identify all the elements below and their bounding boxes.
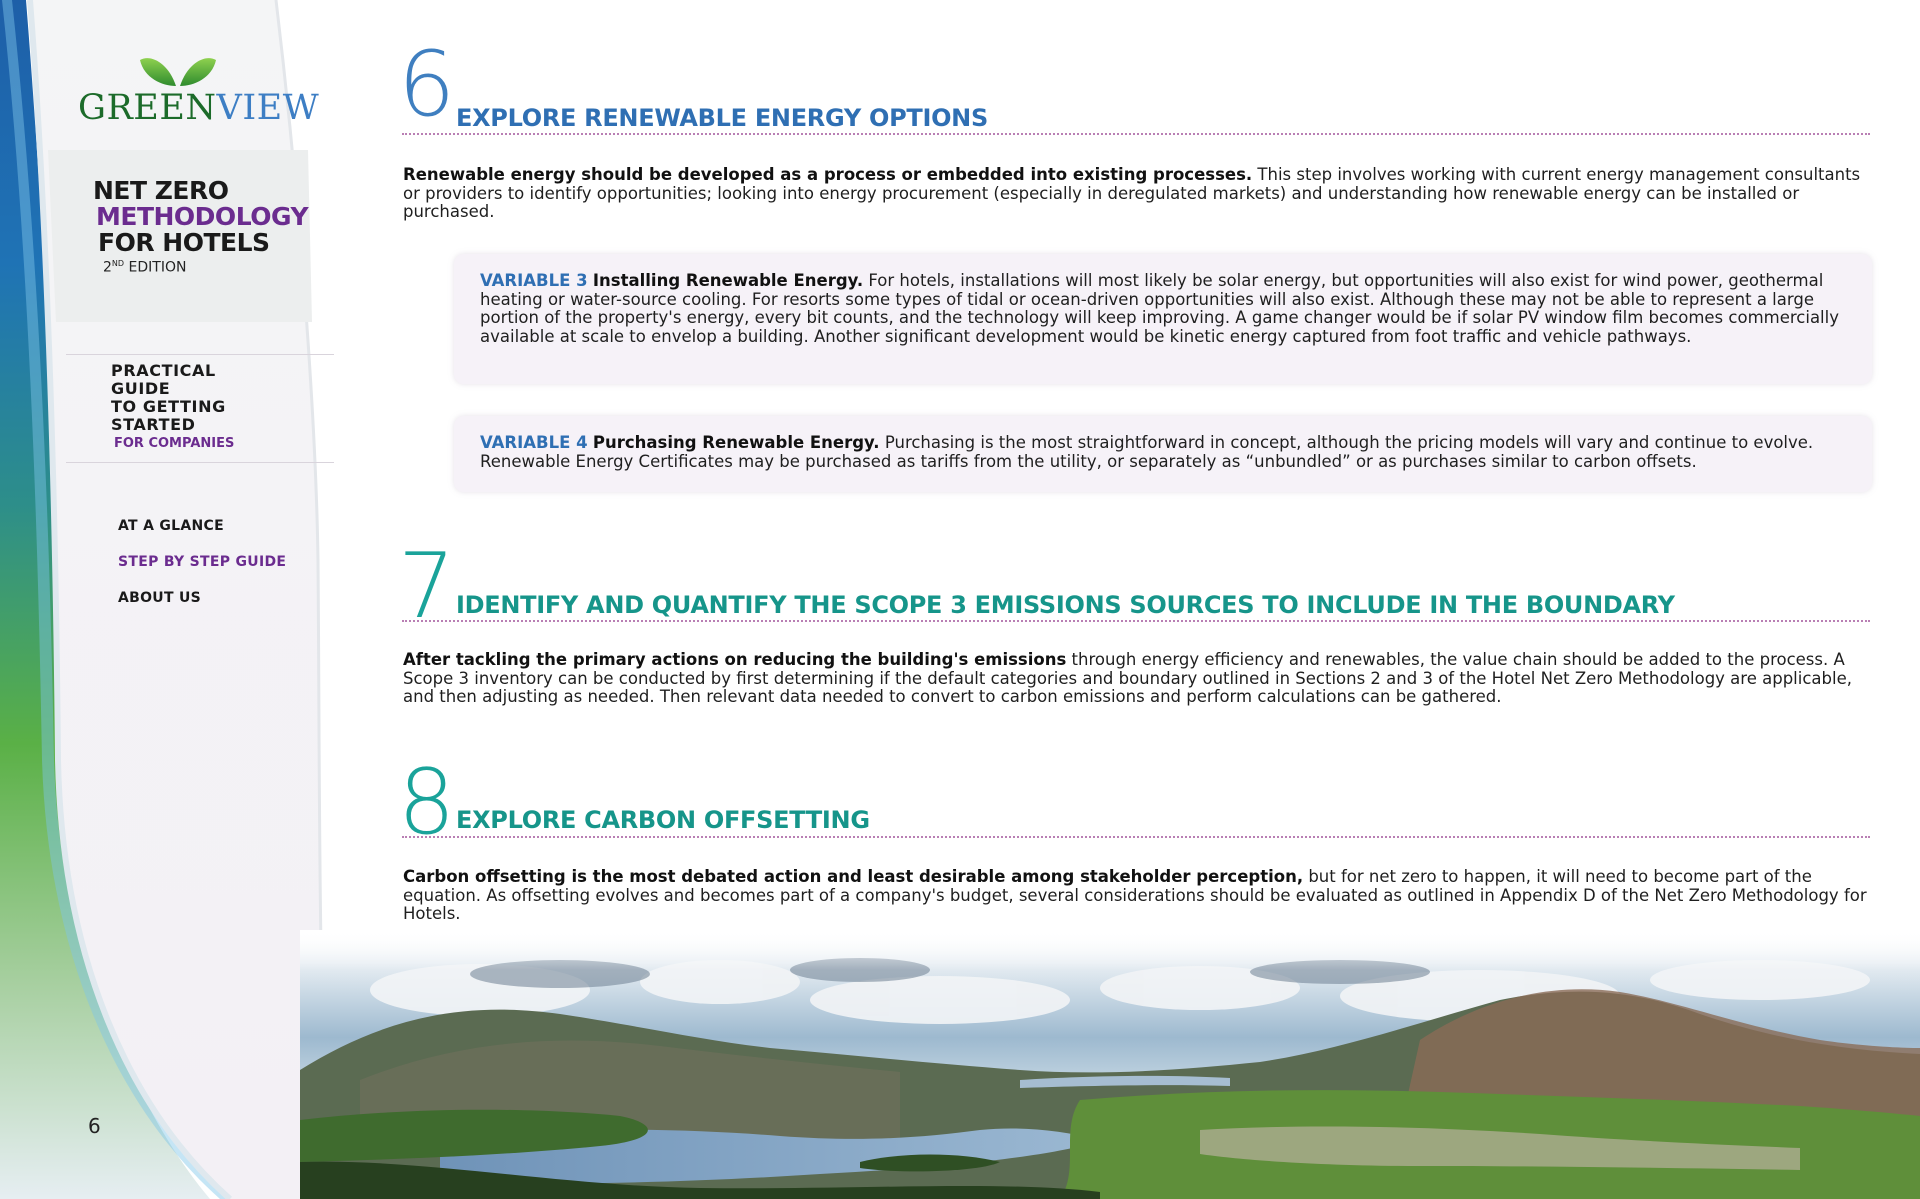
leaf-icon [138, 52, 218, 88]
step-number-6: 6 [398, 32, 456, 137]
step-6-heading: EXPLORE RENEWABLE ENERGY OPTIONS [456, 104, 988, 132]
heading-rule [402, 836, 1870, 838]
heading-rule [402, 620, 1870, 622]
guide-title [110, 362, 234, 453]
greenview-logo [78, 52, 320, 128]
step-6-intro: Renewable energy should be developed as a process or embedded into existing processes. This step involves working with current energy management consultants or providers to identify opportunities; looking into energy procurement (especially in deregulated markets) and understanding how renewable energy can be installed or purchased. [403, 165, 1861, 221]
sidebar-divider [66, 354, 334, 355]
sidebar [0, 0, 340, 1199]
guide-line-3: TO GETTING [111, 397, 226, 416]
step-7-heading: IDENTIFY AND QUANTIFY THE SCOPE 3 EMISSIONS SOURCES TO INCLUDE IN THE BOUNDARY [456, 591, 1675, 619]
document-title [93, 178, 308, 256]
variable-4-text: VARIABLE 4 Purchasing Renewable Energy. Purchasing is the most straightforward in concept, although the pricing models will vary and continue to evolve. Renewable Energy Certificates may be purchased as tariffs from the utility, or separately as “unbundled” or as purchases similar to carbon offsets. [480, 433, 1814, 471]
guide-subtitle: FOR COMPANIES [114, 436, 235, 451]
step-number-7: 7 [398, 534, 456, 639]
heading-rule [402, 133, 1870, 135]
landscape-photo [300, 930, 1920, 1199]
nav-step-by-step-guide[interactable]: STEP BY STEP GUIDE [118, 554, 287, 570]
nav-at-a-glance[interactable]: AT A GLANCE [118, 518, 224, 534]
step-number-8: 8 [398, 750, 456, 855]
title-line-1: NET ZERO [93, 176, 229, 205]
title-line-2: METHODOLOGY [96, 202, 309, 231]
page-number: 6 [88, 1114, 101, 1138]
sidebar-divider [66, 462, 334, 463]
step-8-heading: EXPLORE CARBON OFFSETTING [456, 806, 870, 834]
guide-line-2: GUIDE [111, 379, 171, 398]
variable-3-text: VARIABLE 3 Installing Renewable Energy. For hotels, installations will most likely be solar energy, but opportunities will also exist for wind power, geothermal heating or water-source cooling. For resorts some types of tidal or ocean-driven opportunities will also exist. Although these may not be able to represent a large portion of the property's energy, every bit counts, and the technology will keep improving. A game changer would be if solar PV window film becomes commercially available at scale to envelop a building. Another significant development would be kinetic energy captured from foot traffic and vehicle pathways. [480, 271, 1839, 346]
title-line-3: FOR HOTELS [98, 228, 270, 257]
guide-line-1: PRACTICAL [111, 361, 216, 380]
step-7-intro: After tackling the primary actions on reducing the building's emissions through energy efficiency and renewables, the value chain should be added to the process. A Scope 3 inventory can be conducted by first determining if the default categories and boundary outlined in Sections 2 and 3 of the Hotel Net Zero Methodology are applicable, and then adjusting as needed. Then relevant data needed to convert to carbon emissions and perform calculations can be gathered. [403, 650, 1852, 706]
variable-3-box [454, 254, 1872, 384]
variable-4-box [454, 416, 1872, 492]
step-8-intro: Carbon offsetting is the most debated action and least desirable among stakeholder perception, but for net zero to happen, it will need to become part of the equation. As offsetting evolves and becomes part of a company's budget, several considerations should be evaluated as outlined in Appendix D of the Net Zero Methodology for Hotels. [403, 867, 1867, 923]
edition-label: 2ND EDITION [103, 259, 187, 276]
nav-about-us[interactable]: ABOUT US [118, 590, 202, 606]
guide-line-4: STARTED [111, 415, 196, 434]
logo-wordmark: GREENVIEW [78, 88, 320, 128]
